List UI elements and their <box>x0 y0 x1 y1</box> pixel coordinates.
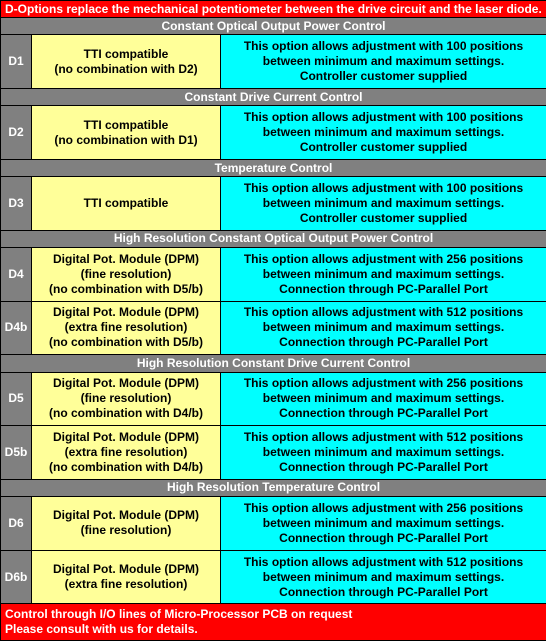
description-line: Connection through PC-Parallel Port <box>279 584 488 599</box>
description-line: between minimum and maximum settings. <box>262 195 505 210</box>
option-row <box>1 497 546 551</box>
option-code: D5 <box>1 372 32 426</box>
module-line: (fine resolution) <box>80 523 172 538</box>
module-line: (no combination with D1) <box>54 132 198 147</box>
option-row <box>1 247 546 301</box>
module-line: (no combination with D2) <box>54 61 198 76</box>
footer-note <box>1 604 546 641</box>
description-line: between minimum and maximum settings. <box>262 444 505 459</box>
module-line: (extra fine resolution) <box>64 577 188 591</box>
option-code: D4 <box>1 247 32 301</box>
section-heading: Constant Drive Current Control <box>1 89 546 106</box>
module-cell <box>32 426 221 480</box>
module-line: (no combination with D5/b) <box>49 281 203 296</box>
description-line: between minimum and maximum settings. <box>262 320 505 335</box>
description-line: between minimum and maximum settings. <box>262 125 505 140</box>
option-code: D5b <box>1 426 32 480</box>
footer-row <box>1 604 546 641</box>
module-line: (no combination with D4/b) <box>49 459 203 474</box>
option-code: D2 <box>1 106 32 160</box>
section-heading: High Resolution Constant Optical Output Power Control <box>1 230 546 247</box>
footer-line: Please consult with us for details. <box>5 622 198 637</box>
module-line: TTI compatible <box>83 117 169 132</box>
section-header <box>1 89 546 106</box>
module-line: Digital Pot. Module (DPM) <box>53 376 199 391</box>
option-code: D3 <box>1 177 32 231</box>
description-line: between minimum and maximum settings. <box>262 391 505 406</box>
section-header <box>1 18 546 35</box>
module-line: (extra fine resolution) <box>64 320 188 335</box>
description-line: This option allows adjustment with 512 positions <box>243 554 524 569</box>
module-cell <box>32 177 221 231</box>
module-cell <box>32 301 221 355</box>
section-header <box>1 355 546 372</box>
description-line: This option allows adjustment with 100 positions <box>243 39 524 54</box>
module-line: (no combination with D4/b) <box>49 406 203 421</box>
module-line: (extra fine resolution) <box>64 444 188 459</box>
option-code: D6b <box>1 550 32 604</box>
footer-line: Control through I/O lines of Micro-Processor PCB on request <box>5 607 353 622</box>
module-cell <box>32 35 221 89</box>
description-line: This option allows adjustment with 256 positions <box>243 251 524 266</box>
description-line: This option allows adjustment with 256 positions <box>243 500 524 515</box>
description-cell <box>221 106 546 160</box>
option-code: D6 <box>1 497 32 551</box>
module-line: (fine resolution) <box>80 266 172 281</box>
module-line: Digital Pot. Module (DPM) <box>53 562 199 576</box>
section-header <box>1 479 546 496</box>
section-heading: Temperature Control <box>1 159 546 176</box>
module-line: Digital Pot. Module (DPM) <box>53 429 199 444</box>
description-cell <box>221 497 546 551</box>
description-line: Connection through PC-Parallel Port <box>279 335 488 350</box>
option-row <box>1 550 546 604</box>
description-cell <box>221 247 546 301</box>
module-line: Digital Pot. Module (DPM) <box>53 508 199 523</box>
description-line: Connection through PC-Parallel Port <box>279 530 488 545</box>
description-cell <box>221 301 546 355</box>
title-row <box>1 1 546 18</box>
section-header <box>1 159 546 176</box>
description-line: This option allows adjustment with 100 positions <box>243 180 524 195</box>
module-cell <box>32 550 221 604</box>
description-cell <box>221 35 546 89</box>
module-cell <box>32 247 221 301</box>
option-code: D1 <box>1 35 32 89</box>
description-cell <box>221 177 546 231</box>
option-row <box>1 372 546 426</box>
module-line: Digital Pot. Module (DPM) <box>53 251 199 266</box>
description-line: between minimum and maximum settings. <box>262 54 505 69</box>
option-row <box>1 426 546 480</box>
description-line: Connection through PC-Parallel Port <box>279 281 488 296</box>
option-row <box>1 106 546 160</box>
module-line: TTI compatible <box>83 46 169 61</box>
description-cell <box>221 426 546 480</box>
option-row <box>1 301 546 355</box>
module-line: TTI compatible <box>83 195 169 210</box>
description-line: This option allows adjustment with 512 positions <box>243 429 524 444</box>
option-row <box>1 177 546 231</box>
description-line: Connection through PC-Parallel Port <box>279 406 488 421</box>
module-line: (fine resolution) <box>80 391 172 406</box>
description-line: This option allows adjustment with 100 positions <box>243 110 524 125</box>
description-cell <box>221 372 546 426</box>
description-line: between minimum and maximum settings. <box>262 266 505 281</box>
section-heading: High Resolution Temperature Control <box>1 479 546 496</box>
description-line: This option allows adjustment with 256 positions <box>243 376 524 391</box>
section-header <box>1 230 546 247</box>
module-cell <box>32 372 221 426</box>
description-line: Controller customer supplied <box>299 69 468 84</box>
table-title: D-Options replace the mechanical potentiometer between the drive circuit and the laser diode. <box>1 1 546 18</box>
module-line: Digital Pot. Module (DPM) <box>53 305 199 320</box>
module-cell <box>32 106 221 160</box>
description-line: between minimum and maximum settings. <box>262 515 505 530</box>
section-heading: Constant Optical Output Power Control <box>1 18 546 35</box>
module-line: (no combination with D5/b) <box>49 335 203 350</box>
description-cell <box>221 550 546 604</box>
description-line: between minimum and maximum settings. <box>262 569 505 584</box>
description-line: Connection through PC-Parallel Port <box>279 459 488 474</box>
option-row <box>1 35 546 89</box>
description-line: Controller customer supplied <box>299 140 468 155</box>
description-line: Controller customer supplied <box>299 210 468 225</box>
option-code: D4b <box>1 301 32 355</box>
module-cell <box>32 497 221 551</box>
description-line: This option allows adjustment with 512 positions <box>243 305 524 320</box>
section-heading: High Resolution Constant Drive Current Control <box>1 355 546 372</box>
